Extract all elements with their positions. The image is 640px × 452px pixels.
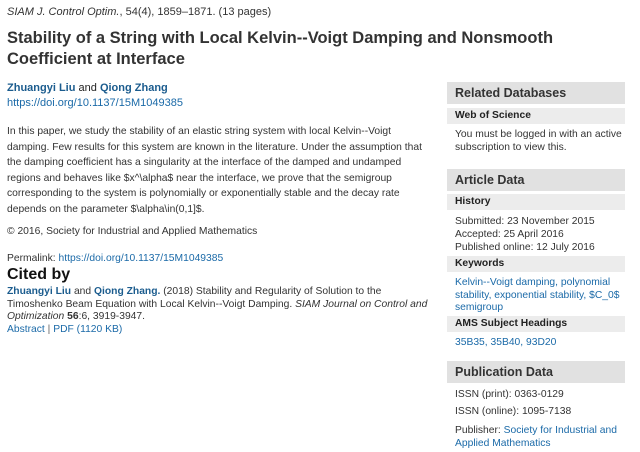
journal-name[interactable]: SIAM J. Control Optim. [7, 6, 120, 18]
authors-and: and [78, 82, 97, 94]
permalink-label: Permalink: [7, 253, 56, 264]
history-heading: History [447, 194, 625, 210]
author-link-zhang[interactable]: Qiong Zhang [99, 82, 168, 94]
sidebar [447, 0, 625, 452]
citing-article-title: (2018) Stability and Regularity of Solution to the Timoshenko Beam Equation with Local Kelvin--Voigt Damping. [7, 286, 382, 310]
history-submitted: Submitted: 23 November 2015 [455, 216, 595, 227]
pdf-link[interactable]: PDF (1120 KB) [53, 324, 123, 335]
article-title: Stability of a String with Local Kelvin--Voigt Damping and Nonsmooth Coefficient at Interface [7, 29, 554, 68]
history-published: Published online: 12 July 2016 [455, 242, 595, 253]
issn-print: ISSN (print): 0363-0129 [455, 389, 564, 400]
copyright-notice: © 2016, Society for Industrial and Applied Mathematics [7, 226, 258, 237]
publisher-link[interactable]: Society for Industrial and Applied Mathematics [455, 425, 617, 449]
permalink-url[interactable]: https://doi.org/10.1137/15M1049385 [58, 253, 224, 264]
article-data-heading: Article Data [447, 169, 625, 191]
history-accepted: Accepted: 25 April 2016 [455, 229, 564, 240]
article-abstract: In this paper, we study the stability of an elastic string system with local Kelvin--Voigt damping. Few results for this system are known in the literature. Under the assumption that the damping coefficient has a singularity at the interface of the damped and undamped regions and behaves like $x^\alpha$ near the interface, we prove that the semigroup corresponding to the system is polynomially or exponentially stable and the decay rate depends on the parameter $\alpha\in(0,1]$. [7, 126, 422, 215]
permalink [7, 253, 223, 264]
journal-citation-line [7, 6, 271, 18]
issn-online: ISSN (online): 1095-7138 [455, 406, 572, 417]
citing-article-links [7, 324, 122, 335]
author-link-liu[interactable]: Zhuangyi Liu [7, 82, 76, 94]
citing-issue-pages: :6, 3919-3947. [78, 311, 145, 322]
doi-link[interactable]: https://doi.org/10.1137/15M1049385 [7, 97, 183, 109]
cited-by-heading: Cited by [7, 266, 71, 283]
citing-author-zhang[interactable]: Qiong Zhang. [94, 286, 161, 297]
related-databases-heading: Related Databases [447, 82, 625, 104]
publisher [455, 425, 623, 450]
citing-authors-and: and [73, 286, 92, 297]
keywords-heading: Keywords [447, 256, 625, 272]
publication-data-heading: Publication Data [447, 361, 625, 383]
keywords-links[interactable]: Kelvin--Voigt damping, polynomial stability, exponential stability, $C_0$ semigroup [455, 277, 620, 313]
publisher-label: Publisher: [455, 425, 504, 436]
ams-subject-headings-heading: AMS Subject Headings [447, 316, 625, 332]
abstract-link[interactable]: Abstract [7, 324, 45, 335]
link-separator: | [47, 324, 51, 335]
web-of-science-message: You must be logged in with an active subscription to view this. [455, 129, 622, 153]
citing-author-liu[interactable]: Zhuangyi Liu [7, 286, 72, 297]
citing-article [7, 286, 437, 324]
citing-journal-name: SIAM Journal on Control and Optimization [7, 298, 428, 322]
ams-subject-codes[interactable]: 35B35, 35B40, 93D20 [455, 337, 557, 348]
web-of-science-heading: Web of Science [447, 108, 625, 124]
journal-volume-pages: , 54(4), 1859–1871. (13 pages) [119, 6, 272, 18]
citing-volume: 56 [67, 311, 79, 322]
article-authors [7, 82, 168, 94]
